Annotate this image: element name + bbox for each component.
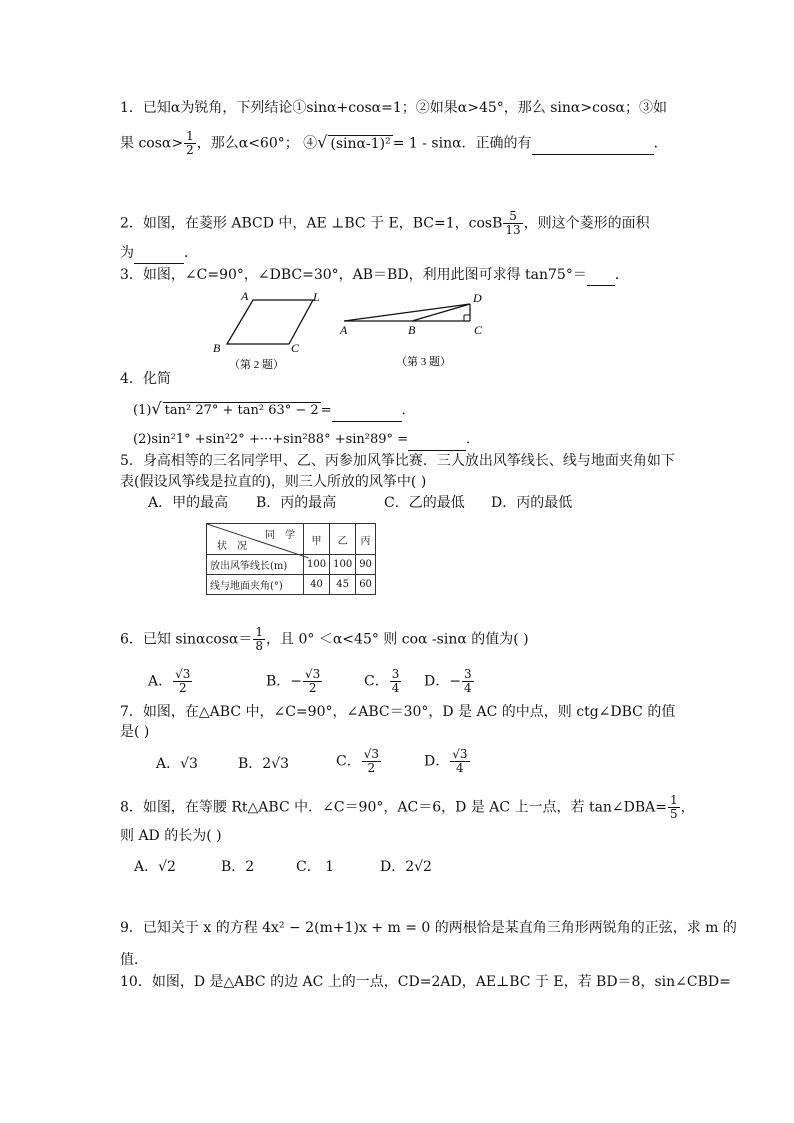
q4-title: 4．化简 xyxy=(120,371,171,387)
q3-end: ． xyxy=(614,267,629,283)
q2-answer-blank[interactable] xyxy=(134,243,184,264)
q8-option-a[interactable]: A．√2 xyxy=(134,859,176,875)
q4-p2-text: (2)sin²1° +sin²2° +···+sin²88° +sin²89° = xyxy=(133,432,409,447)
fig3-label-b: B xyxy=(408,323,416,337)
table-cell: 90 xyxy=(356,555,376,575)
q1-line2 xyxy=(120,130,668,157)
table-cell: 40 xyxy=(304,575,330,595)
table-col-header: 甲 xyxy=(304,524,330,555)
q5-option-c[interactable]: C．乙的最低 xyxy=(384,495,465,511)
table-header-top: 同 学 xyxy=(265,530,295,541)
q7-opt-d-label: D． xyxy=(424,753,450,770)
q4-p1-eq: = xyxy=(320,403,332,418)
q6-frac-num: 1 xyxy=(255,625,264,639)
rhombus-shape xyxy=(227,300,313,344)
fig3-label-d: D xyxy=(473,291,482,305)
q3-answer-blank[interactable] xyxy=(587,265,615,286)
fig3-ad-line xyxy=(344,304,470,321)
q2-fraction xyxy=(503,210,522,237)
q2-frac-num: 5 xyxy=(503,210,522,224)
q8-line1-pre: 8．如图，在等腰 Rt△ABC 中．∠C＝90°，AC＝6，D 是 AC 上一点，若 tan∠DBA= xyxy=(120,799,668,816)
q1-end: ． xyxy=(653,135,668,152)
q6-opt-c-label: C． xyxy=(364,673,389,690)
q4-p1-label: (1) xyxy=(133,403,152,418)
q1-frac-den: 2 xyxy=(186,143,194,157)
figure-3-triangle xyxy=(336,288,496,372)
table-row-label: 线与地面夹角(°) xyxy=(207,575,304,595)
q8-fraction xyxy=(668,794,680,821)
fig2-label-c: C xyxy=(291,341,300,355)
table-cell: 100 xyxy=(304,555,330,575)
q7-option-b[interactable]: B．2√3 xyxy=(238,756,290,772)
sqrt-icon: √ xyxy=(317,132,328,152)
q6-stem xyxy=(120,626,529,653)
q8-option-c[interactable]: C． 1 xyxy=(296,859,335,875)
q8-frac-den: 5 xyxy=(670,807,678,821)
fig2-label-b: B xyxy=(213,341,221,355)
q4-part1 xyxy=(133,399,415,422)
q6-opt-d-label: D．− xyxy=(424,673,461,690)
table-row xyxy=(207,524,376,555)
fig2-label-l: L xyxy=(313,290,320,304)
q6-fraction xyxy=(253,626,265,653)
q8-frac-num: 1 xyxy=(670,793,678,807)
frac-num: √3 xyxy=(175,667,191,681)
q2-end: ． xyxy=(184,245,198,261)
fig3-caption: （第 3 题） xyxy=(396,356,451,368)
q1-line2-pre: 果 cosα> xyxy=(120,135,184,152)
table-col-header: 乙 xyxy=(330,524,356,555)
q7-line1: 7．如图，在△ABC 中，∠C=90°，∠ABC＝30°，D 是 AC 的中点，则 ctg∠DBC 的值 xyxy=(120,704,676,720)
table-header-bottom: 状 况 xyxy=(217,541,247,552)
q6-opt-b-frac xyxy=(303,668,322,695)
frac-num: √3 xyxy=(305,667,321,681)
q1-radicand: (sinα-1)² xyxy=(330,135,391,152)
frac-num: √3 xyxy=(363,747,379,761)
q2-line2 xyxy=(120,243,198,264)
table-cell: 45 xyxy=(330,575,356,595)
q4-p1-radicand: tan² 27° + tan² 63° − 2 xyxy=(164,403,319,418)
fig3-label-a: A xyxy=(340,323,348,337)
q4-p1-end: ． xyxy=(401,403,415,418)
fig2-label-a: A xyxy=(241,289,249,303)
frac-num: √3 xyxy=(452,747,468,761)
q1-answer-blank[interactable] xyxy=(532,134,654,155)
table-cell: 100 xyxy=(330,555,356,575)
q4-p2-end: ． xyxy=(466,432,480,447)
q2-line1-post: ，则这个菱形的面积 xyxy=(523,215,650,232)
frac-num: 3 xyxy=(463,667,472,681)
q9-line2: 值． xyxy=(120,952,148,968)
q6-opt-b-label: B．− xyxy=(266,673,303,690)
q7-option-d[interactable] xyxy=(424,748,471,775)
q6-option-b[interactable] xyxy=(266,668,323,695)
q2-line2-pre: 为 xyxy=(120,245,134,261)
q4-part2 xyxy=(133,430,479,451)
q6-frac-den: 8 xyxy=(255,639,264,653)
q4-p2-answer-blank[interactable] xyxy=(408,430,466,451)
q5-option-b[interactable]: B．丙的最高 xyxy=(256,495,337,511)
q1-line2-mid: ，那么α<60°； ④ xyxy=(196,135,318,152)
q1-fraction xyxy=(184,130,196,157)
q2-frac-den: 13 xyxy=(505,223,521,237)
q5-line1: 5．身高相等的三名同学甲、乙、丙参加风筝比赛．三人放出风筝线长、线与地面夹角如下 xyxy=(120,453,675,469)
table-row-label: 放出风筝线长(m) xyxy=(207,555,304,575)
q6-opt-a-frac xyxy=(173,668,192,695)
q10-line1: 10．如图，D 是△ABC 的边 AC 上的一点，CD=2AD，AE⊥BC 于 E，若 BD＝8，sin∠CBD= xyxy=(120,974,731,990)
table-row xyxy=(207,575,376,595)
frac-den: 2 xyxy=(308,681,317,695)
q5-line2: 表(假设风筝线是拉直的)，则三人所放的风筝中( ) xyxy=(120,474,427,490)
table-col-header: 丙 xyxy=(356,524,376,555)
frac-den: 4 xyxy=(463,681,472,695)
fig3-label-c: C xyxy=(474,323,483,337)
kite-table xyxy=(206,523,376,595)
q7-opt-c-label: C． xyxy=(336,753,361,770)
table-header-diagonal xyxy=(207,524,304,555)
q5-option-d[interactable]: D．丙的最低 xyxy=(491,495,573,511)
q1-line1: 1．已知α为锐角，下列结论①sinα+cosα=1；②如果α>45°，那么 sinα>cosα；③如 xyxy=(120,100,667,116)
q7-option-c[interactable] xyxy=(336,748,382,775)
q6-post: ，且 0° ＜α<45° 则 coα -sinα 的值为( ) xyxy=(266,631,529,648)
q3-text: 3．如图，∠C=90°，∠DBC=30°，AB＝BD，利用此图可求得 tan75°＝ xyxy=(120,267,587,283)
q6-option-a[interactable] xyxy=(148,668,193,695)
q7-opt-c-frac xyxy=(362,748,381,775)
q9-line1: 9．已知关于 x 的方程 4x² − 2(m+1)x + m = 0 的两根恰是某直角三角形两锐角的正弦，求 m 的 xyxy=(120,920,737,936)
q8-line2: 则 AD 的长为( ) xyxy=(120,828,222,844)
q8-option-b[interactable]: B．2 xyxy=(221,859,255,875)
table-cell: 60 xyxy=(356,575,376,595)
fig2-caption: （第 2 题） xyxy=(229,359,284,371)
q1-line2-post: = 1 - sinα．正确的有 xyxy=(392,135,532,152)
q8-line1-post: ， xyxy=(680,799,695,816)
q8-option-d[interactable]: D．2√2 xyxy=(380,859,432,875)
frac-den: 4 xyxy=(456,761,464,775)
q3-line xyxy=(120,265,629,286)
q6-opt-c-frac xyxy=(390,668,402,695)
q5-option-a[interactable]: A．甲的最高 xyxy=(148,495,229,511)
figure-2-rhombus xyxy=(205,286,335,376)
frac-den: 2 xyxy=(178,681,187,695)
q2-line1 xyxy=(120,210,650,237)
q6-opt-a-label: A． xyxy=(148,673,173,690)
q6-option-d[interactable] xyxy=(424,668,475,695)
sqrt-icon: √ xyxy=(151,399,162,418)
q2-line1-pre: 2．如图，在菱形 ABCD 中，AE ⊥BC 于 E，BC=1，cosB xyxy=(120,215,503,232)
q6-option-c[interactable] xyxy=(364,668,402,695)
q7-opt-d-frac xyxy=(450,748,469,775)
frac-den: 4 xyxy=(391,681,400,695)
q1-frac-num: 1 xyxy=(186,129,194,143)
q7-line2: 是( ) xyxy=(120,724,150,740)
fig3-bd-line xyxy=(412,304,470,321)
frac-num: 3 xyxy=(391,667,400,681)
q6-opt-d-frac xyxy=(462,668,474,695)
q8-line1 xyxy=(120,794,695,821)
frac-den: 2 xyxy=(367,761,376,775)
q6-pre: 6．已知 sinαcosα＝ xyxy=(120,631,253,648)
q4-p1-answer-blank[interactable] xyxy=(332,401,402,422)
q7-option-a[interactable]: A．√3 xyxy=(156,756,198,772)
